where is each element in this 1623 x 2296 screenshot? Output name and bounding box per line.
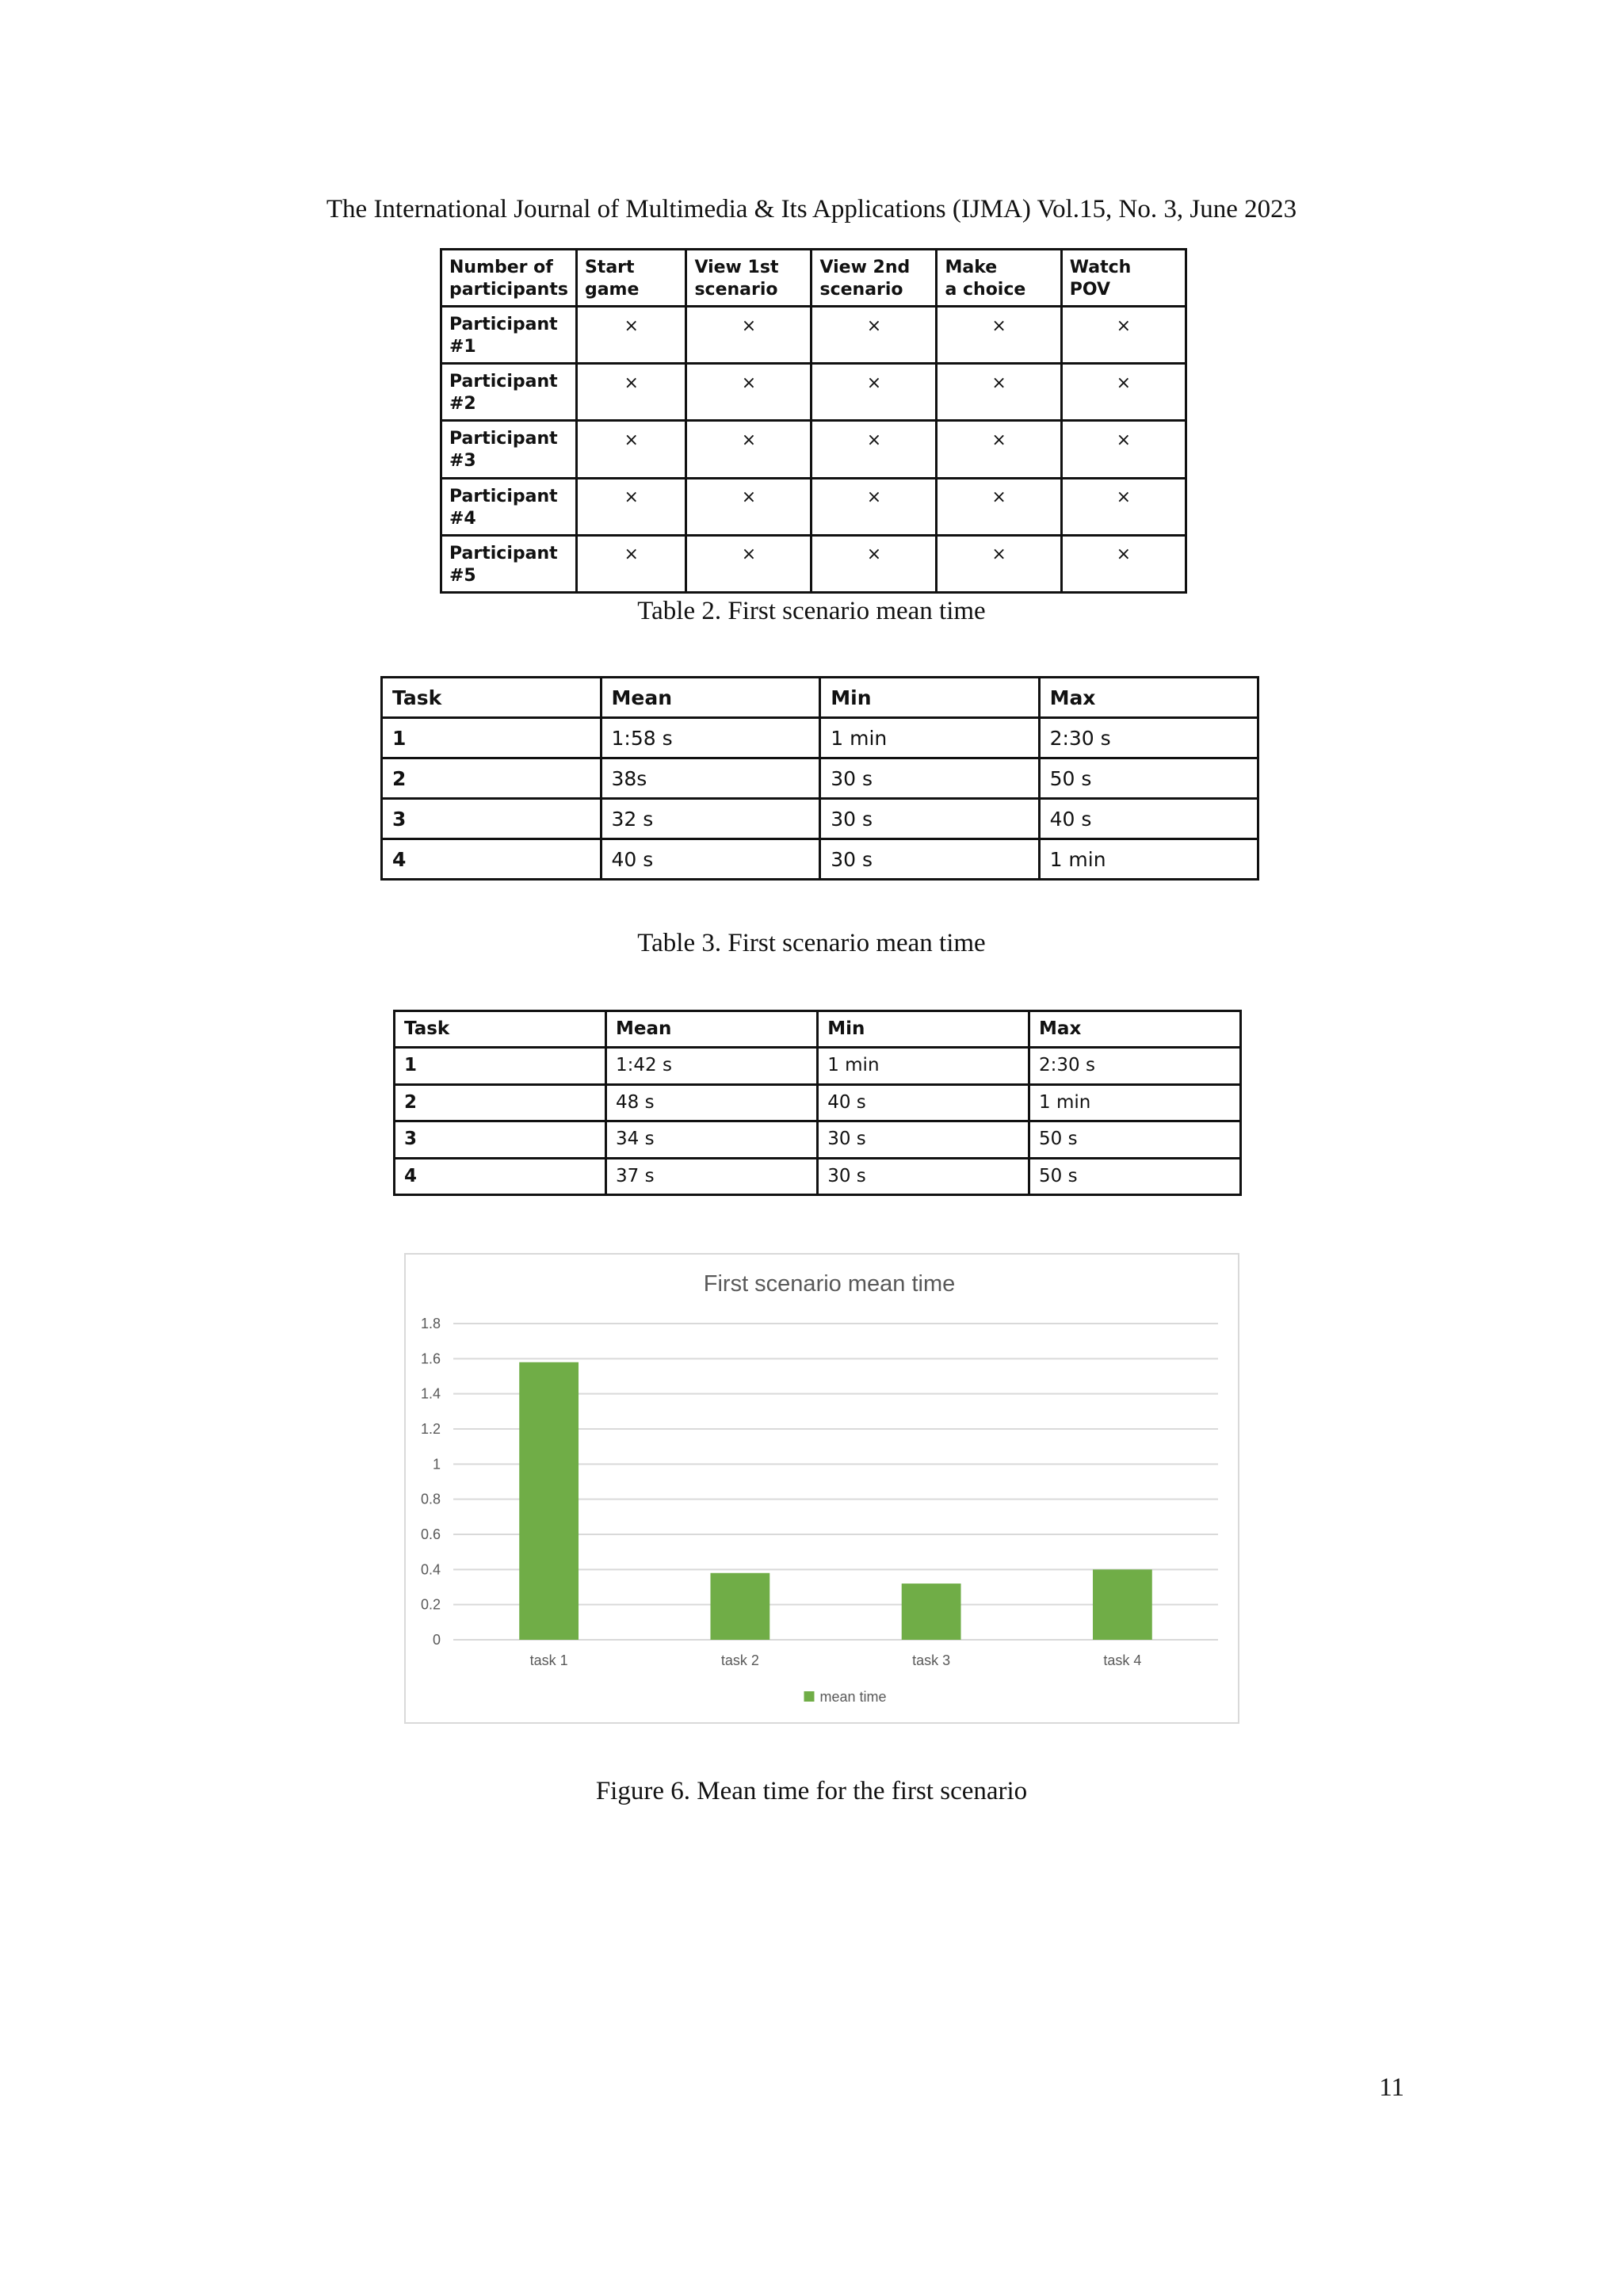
bar: [902, 1584, 961, 1640]
table-3-caption: Table 3. First scenario mean time: [637, 929, 986, 957]
mean-cell: 48 s: [606, 1084, 818, 1121]
mean-cell: 40 s: [601, 839, 820, 880]
mark-cell: ×: [812, 535, 937, 592]
mean-cell: 1:58 s: [601, 718, 820, 758]
participant-cell: Participant #3: [441, 421, 577, 478]
header-cell: Min: [820, 678, 1039, 718]
task-cell: 3: [395, 1121, 606, 1158]
header-cell: View 2nd scenario: [812, 250, 937, 307]
task-cell: 4: [395, 1158, 606, 1194]
mark-cell: ×: [812, 421, 937, 478]
bar: [1093, 1569, 1152, 1640]
mark-cell: ×: [576, 535, 686, 592]
y-tick-label: 1.6: [420, 1350, 441, 1367]
x-tick-label: task 4: [1103, 1652, 1142, 1668]
task-cell: 2: [395, 1084, 606, 1121]
min-cell: 1 min: [818, 1048, 1029, 1084]
y-tick-label: 1: [432, 1456, 441, 1473]
table-row: [395, 1048, 1241, 1084]
header-cell: Task: [382, 678, 601, 718]
max-cell: 40 s: [1039, 799, 1258, 839]
participant-cell: Participant #5: [441, 535, 577, 592]
task-cell: 1: [382, 718, 601, 758]
header-cell: Max: [1029, 1011, 1241, 1048]
min-cell: 30 s: [820, 799, 1039, 839]
mark-cell: ×: [812, 307, 937, 364]
bar: [710, 1573, 769, 1640]
mark-cell: ×: [576, 478, 686, 535]
task-cell: 4: [382, 839, 601, 880]
table-row: [441, 535, 1186, 592]
running-header: The International Journal of Multimedia & Its Applications (IJMA) Vol.15, No. 3, June 2023: [326, 195, 1297, 223]
x-tick-label: task 3: [912, 1652, 951, 1668]
min-cell: 40 s: [818, 1084, 1029, 1121]
y-tick-label: 0: [432, 1632, 441, 1648]
table-row: [395, 1084, 1241, 1121]
bar: [519, 1362, 579, 1640]
mark-cell: ×: [576, 421, 686, 478]
task-cell: 1: [395, 1048, 606, 1084]
participants-task-table: [440, 248, 1187, 594]
mean-cell: 34 s: [606, 1121, 818, 1158]
figure-6-caption: Figure 6. Mean time for the first scenario: [595, 1777, 1028, 1805]
scenario-time-table-3: [393, 1010, 1242, 1196]
max-cell: 50 s: [1029, 1121, 1241, 1158]
mark-cell: ×: [1061, 478, 1186, 535]
participant-cell: Participant #4: [441, 478, 577, 535]
mark-cell: ×: [686, 535, 812, 592]
first-scenario-time-table: [380, 676, 1259, 881]
table-row: [441, 421, 1186, 478]
y-tick-label: 1.2: [420, 1421, 441, 1437]
header-cell: Watch POV: [1061, 250, 1186, 307]
mean-cell: 37 s: [606, 1158, 818, 1194]
header-cell: Min: [818, 1011, 1029, 1048]
min-cell: 30 s: [818, 1158, 1029, 1194]
mean-cell: 32 s: [601, 799, 820, 839]
header-cell: Number of participants: [441, 250, 577, 307]
table-row: [382, 839, 1258, 880]
y-tick-label: 1.8: [420, 1316, 441, 1331]
table-header-row: [382, 678, 1258, 718]
table-header-row: [441, 250, 1186, 307]
mark-cell: ×: [686, 478, 812, 535]
y-tick-label: 1.4: [420, 1385, 441, 1402]
mark-cell: ×: [1061, 421, 1186, 478]
mark-cell: ×: [1061, 535, 1186, 592]
header-cell: Mean: [606, 1011, 818, 1048]
y-tick-label: 0.4: [420, 1561, 441, 1578]
table-row: [382, 799, 1258, 839]
table-row: [441, 307, 1186, 364]
table-row: [441, 364, 1186, 421]
min-cell: 30 s: [820, 758, 1039, 799]
max-cell: 50 s: [1029, 1158, 1241, 1194]
mark-cell: ×: [686, 307, 812, 364]
chart-canvas: [406, 1255, 1241, 1725]
y-tick-label: 0.8: [420, 1491, 441, 1507]
mark-cell: ×: [1061, 364, 1186, 421]
table-row: [395, 1158, 1241, 1194]
table-row: [395, 1121, 1241, 1158]
mean-cell: 38s: [601, 758, 820, 799]
legend-label: mean time: [819, 1689, 887, 1705]
mean-cell: 1:42 s: [606, 1048, 818, 1084]
min-cell: 1 min: [820, 718, 1039, 758]
task-cell: 2: [382, 758, 601, 799]
mark-cell: ×: [576, 307, 686, 364]
max-cell: 2:30 s: [1029, 1048, 1241, 1084]
page-number: 11: [1379, 2073, 1404, 2102]
header-cell: Make a choice: [937, 250, 1061, 307]
legend-swatch: [804, 1691, 815, 1702]
y-tick-label: 0.2: [420, 1596, 441, 1613]
mark-cell: ×: [1061, 307, 1186, 364]
min-cell: 30 s: [818, 1121, 1029, 1158]
max-cell: 50 s: [1039, 758, 1258, 799]
mark-cell: ×: [937, 535, 1061, 592]
x-tick-label: task 2: [720, 1652, 759, 1668]
x-tick-label: task 1: [529, 1652, 568, 1668]
mean-time-chart: [404, 1253, 1239, 1724]
header-cell: Mean: [601, 678, 820, 718]
chart-title: First scenario mean time: [703, 1271, 956, 1297]
header-cell: Start game: [576, 250, 686, 307]
mark-cell: ×: [686, 421, 812, 478]
header-cell: Max: [1039, 678, 1258, 718]
mark-cell: ×: [812, 478, 937, 535]
max-cell: 2:30 s: [1039, 718, 1258, 758]
table-row: [382, 718, 1258, 758]
mark-cell: ×: [937, 307, 1061, 364]
mark-cell: ×: [937, 421, 1061, 478]
table-2-caption: Table 2. First scenario mean time: [637, 597, 986, 625]
table-row: [441, 478, 1186, 535]
mark-cell: ×: [686, 364, 812, 421]
mark-cell: ×: [576, 364, 686, 421]
mark-cell: ×: [937, 478, 1061, 535]
max-cell: 1 min: [1039, 839, 1258, 880]
table-row: [382, 758, 1258, 799]
task-cell: 3: [382, 799, 601, 839]
mark-cell: ×: [812, 364, 937, 421]
table-header-row: [395, 1011, 1241, 1048]
mark-cell: ×: [937, 364, 1061, 421]
min-cell: 30 s: [820, 839, 1039, 880]
participant-cell: Participant #2: [441, 364, 577, 421]
header-cell: Task: [395, 1011, 606, 1048]
header-cell: View 1st scenario: [686, 250, 812, 307]
y-tick-label: 0.6: [420, 1526, 441, 1542]
max-cell: 1 min: [1029, 1084, 1241, 1121]
participant-cell: Participant #1: [441, 307, 577, 364]
